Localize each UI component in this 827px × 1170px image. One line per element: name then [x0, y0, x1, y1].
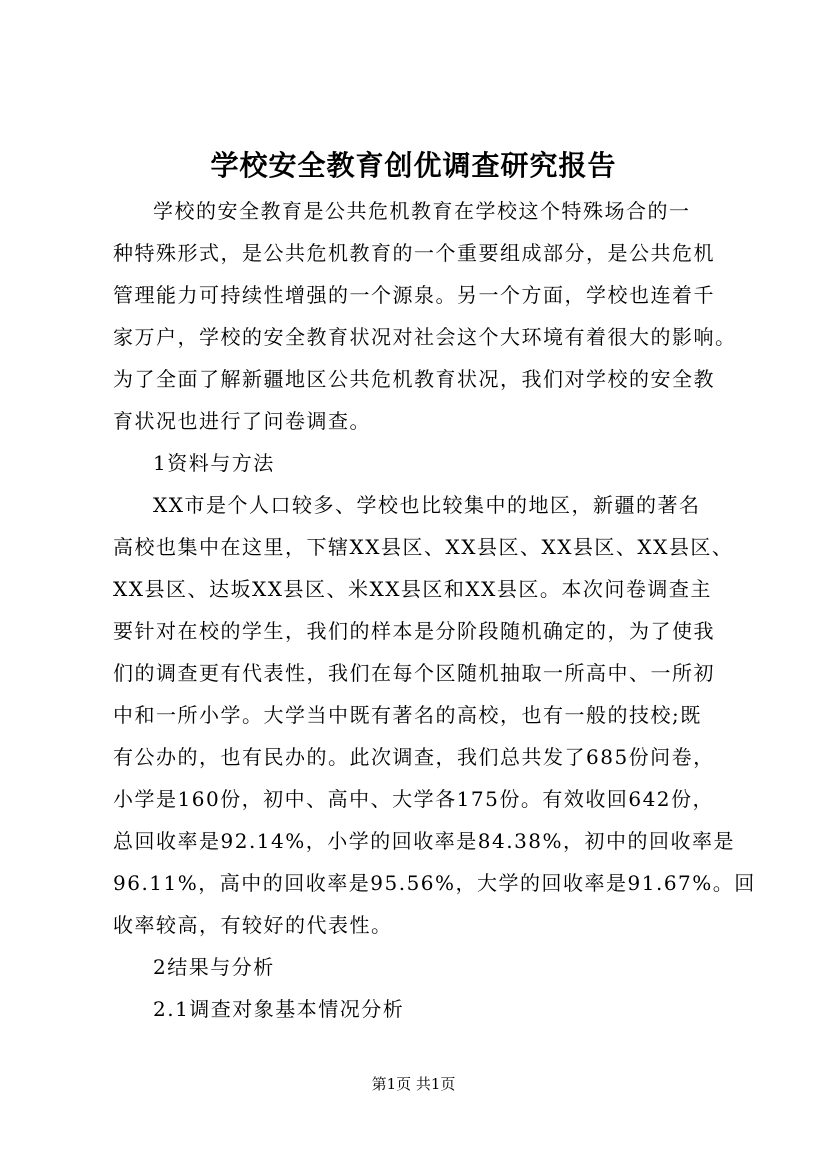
document-body: [113, 190, 756, 1030]
paragraph-line: 家万户，学校的安全教育状况对社会这个大环境有着很大的影响。: [113, 325, 737, 349]
paragraph-line: 育状况也进行了问卷调查。: [113, 409, 371, 433]
paragraph-line: 小学是160份，初中、高中、大学各175份。有效收回642份，: [113, 787, 715, 811]
paragraph-line: 要针对在校的学生，我们的样本是分阶段随机确定的，为了使我: [113, 619, 715, 643]
section-heading: 1资料与方法: [153, 451, 275, 475]
paragraph-line: 总回收率是92.14%，小学的回收率是84.38%，初中的回收率是: [113, 829, 736, 853]
page-footer: 第1页 共1页: [371, 1075, 456, 1093]
paragraph-line: 收率较高，有较好的代表性。: [113, 913, 393, 937]
paragraph-line: 为了全面了解新疆地区公共危机教育状况，我们对学校的安全教: [113, 367, 715, 391]
subsection-heading: 2.1调查对象基本情况分析: [153, 997, 405, 1021]
document-title: 学校安全教育创优调查研究报告: [210, 149, 617, 182]
paragraph-line: 种特殊形式，是公共危机教育的一个重要组成部分，是公共危机: [113, 241, 715, 265]
paragraph-line: 高校也集中在这里，下辖XX县区、XX县区、XX县区、XX县区、: [113, 535, 734, 559]
paragraph-line: 管理能力可持续性增强的一个源泉。另一个方面，学校也连着千: [113, 283, 715, 307]
paragraph-line: 们的调查更有代表性，我们在每个区随机抽取一所高中、一所初: [113, 661, 715, 685]
section-heading: 2结果与分析: [153, 955, 275, 979]
paragraph-line: XX市是个人口较多、学校也比较集中的地区，新疆的著名: [153, 493, 701, 517]
paragraph-line: 有公办的，也有民办的。此次调查，我们总共发了685份问卷，: [113, 745, 715, 769]
paragraph-line: XX县区、达坂XX县区、米XX县区和XX县区。本次问卷调查主: [113, 577, 712, 601]
paragraph-line: 96.11%，高中的回收率是95.56%，大学的回收率是91.67%。回: [113, 871, 756, 895]
paragraph-line: 中和一所小学。大学当中既有著名的高校，也有一般的技校;既: [113, 703, 702, 727]
paragraph-line: 学校的安全教育是公共危机教育在学校这个特殊场合的一: [153, 199, 691, 223]
